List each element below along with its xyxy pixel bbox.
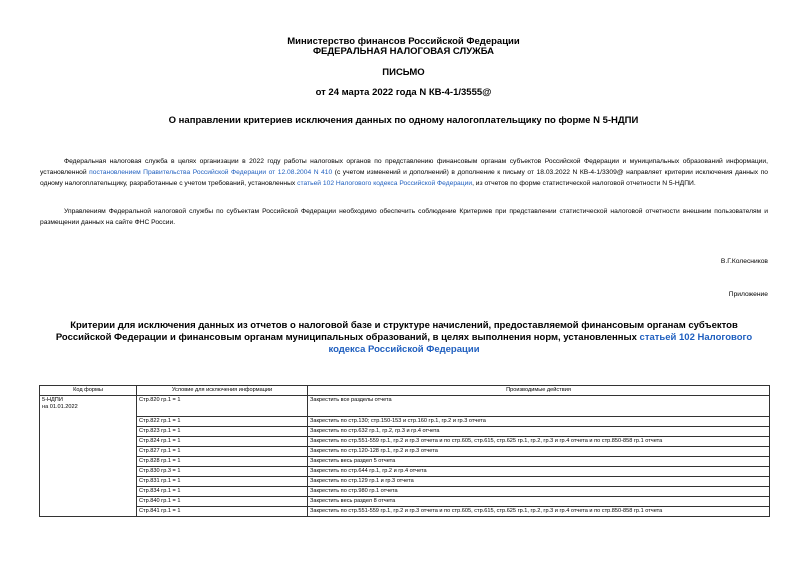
p1-text-b: (с учетом изменений и дополнений) в дополнение к письму от 18.03.2022 N КВ-4-1/3309@ направляет критерии исключения данных по одному налогоплательщику, разработанные с учетом требований, установленных <box>40 169 768 187</box>
action-cell: Закрестить по стр.980 гр.1 отчета <box>308 487 770 497</box>
body-paragraph-1 <box>40 156 768 189</box>
table-row <box>40 477 770 487</box>
table-row <box>40 447 770 457</box>
condition-cell: Стр.823 гр.1 = 1 <box>137 427 308 437</box>
form-code: 5-НДПИ <box>42 397 63 403</box>
p1-text-a: Федеральная налоговая служба в целях организации в 2022 году работы налоговых органов по представлению финансовым органам субъектов Российской Федерации и муниципальных образований информации, установленной <box>40 158 768 176</box>
annex-title-text: Критерии для исключения данных из отчетов о налоговой базе и структуре начислений, предоставляемой финансовым органам субъектов Российской Федерации и финансовым органам муниципальных образований, в целях выполнения норм, установленных <box>55 320 738 343</box>
condition-cell: Стр.830 гр.3 = 1 <box>137 467 308 477</box>
action-cell: Закрестить по стр.632 гр.1, гр.2, гр.3 и гр.4 отчета <box>308 427 770 437</box>
appendix-label: Приложение <box>728 291 768 298</box>
table-row <box>40 457 770 467</box>
condition-cell: Стр.840 гр.1 = 1 <box>137 497 308 507</box>
header-condition: Условие для исключения информации <box>137 386 308 396</box>
document-subject: О направлении критериев исключения данных по одному налогоплательщику по форме N 5-НДПИ <box>168 115 639 126</box>
condition-cell: Стр.828 гр.1 = 1 <box>137 457 308 467</box>
issuer-service: ФЕДЕРАЛЬНАЯ НАЛОГОВАЯ СЛУЖБА <box>312 46 495 57</box>
tax-code-article-102-link[interactable]: статьей 102 Налогового кодекса Российской Федерации <box>297 180 473 187</box>
form-code-cell <box>40 396 137 517</box>
table-row <box>40 507 770 517</box>
action-cell: Закрестить по стр.120-128 гр.1, гр.2 и гр.3 отчета <box>308 447 770 457</box>
action-cell: Закрестить все разделы отчета <box>308 396 770 417</box>
action-cell: Закрестить весь раздел 5 отчета <box>308 457 770 467</box>
condition-cell: Стр.824 гр.1 = 1 <box>137 437 308 447</box>
table-row <box>40 417 770 427</box>
table-header-row <box>40 386 770 396</box>
action-cell: Закрестить по стр.551-559 гр.1, гр.2 и гр.3 отчета и по стр.605, стр.615, стр.625 гр.1, гр.2, гр.3 и гр.4 отчета и по стр.850-858 гр.1 отчета <box>308 437 770 447</box>
document-type: ПИСЬМО <box>382 67 425 78</box>
action-cell: Закрестить по стр.130; стр.150-153 и стр.160 гр.1, гр.2 и гр.3 отчета <box>308 417 770 427</box>
decree-410-link[interactable]: постановлением Правительства Российской Федерации от 12.08.2004 N 410 <box>89 169 333 176</box>
table-row <box>40 396 770 417</box>
criteria-table <box>39 385 770 517</box>
body-paragraph-2: Управлениям Федеральной налоговой службы по субъектам Российской Федерации необходимо обеспечить соблюдение Критериев при представлении статистической налоговой отчетности внешним пользователям и размещении данных на сайте ФНС России. <box>40 208 768 226</box>
action-cell: Закрестить по стр.644 гр.1, гр.2 и гр.4 отчета <box>308 467 770 477</box>
table-row <box>40 427 770 437</box>
table-row <box>40 487 770 497</box>
condition-cell: Стр.822 гр.1 = 1 <box>137 417 308 427</box>
action-cell: Закрестить по стр.551-559 гр.1, гр.2 и гр.3 отчета и по стр.605, стр.615, стр.625 гр.1, гр.2, гр.3 и гр.4 отчета и по стр.850-858 гр.1 отчета <box>308 507 770 517</box>
form-code-date: на 01.01.2022 <box>42 404 78 410</box>
condition-cell: Стр.841 гр.1 = 1 <box>137 507 308 517</box>
action-cell: Закрестить по стр.129 гр.1 и гр.3 отчета <box>308 477 770 487</box>
annex-title <box>45 320 763 356</box>
condition-cell: Стр.831 гр.1 = 1 <box>137 477 308 487</box>
condition-cell: Стр.834 гр.1 = 1 <box>137 487 308 497</box>
header-form-code: Код формы <box>40 386 137 396</box>
p1-text-c: , из отчетов по форме статистической налоговой отчетности N 5-НДПИ. <box>472 180 696 187</box>
signer-name: В.Г.Колесников <box>720 258 768 265</box>
issuer-ministry: Министерство финансов Российской Федерации <box>287 36 520 47</box>
condition-cell: Стр.820 гр.1 = 1 <box>137 396 308 417</box>
table-row <box>40 467 770 477</box>
table-row <box>40 437 770 447</box>
condition-cell: Стр.827 гр.1 = 1 <box>137 447 308 457</box>
document-date-number: от 24 марта 2022 года N КВ-4-1/3555@ <box>315 87 492 98</box>
action-cell: Закрестить весь раздел 8 отчета <box>308 497 770 507</box>
table-row <box>40 497 770 507</box>
annex-tax-code-link[interactable]: статьей 102 Налогового кодекса Российской Федерации <box>328 332 753 355</box>
header-actions: Производимые действия <box>308 386 770 396</box>
